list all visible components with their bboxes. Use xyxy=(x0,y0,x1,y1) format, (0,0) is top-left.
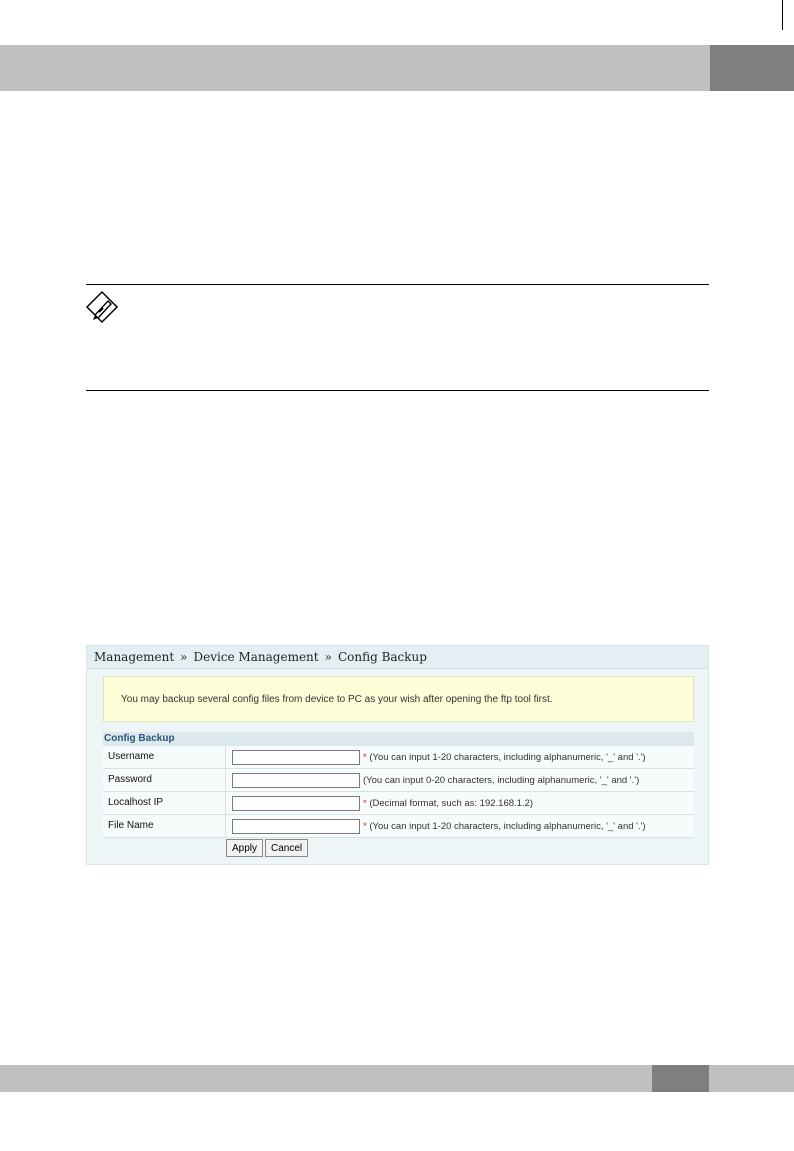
pencil-note-icon xyxy=(84,289,120,325)
form-row-file-name xyxy=(103,815,694,838)
required-marker: * xyxy=(363,820,367,832)
breadcrumb-item-management: Management xyxy=(94,650,175,664)
password-input[interactable] xyxy=(232,773,360,788)
localhost-ip-hint xyxy=(363,798,533,809)
form-buttons xyxy=(226,839,310,857)
page-footer-band xyxy=(0,1065,794,1092)
section-title: Config Backup xyxy=(103,732,694,746)
username-hint-text: (You can input 1-20 characters, including alphanumeric, '_' and '.') xyxy=(369,751,646,763)
username-hint xyxy=(363,752,646,763)
form-row-password xyxy=(103,769,694,792)
file-name-hint-text: (You can input 1-20 characters, including alphanumeric, '_' and '.') xyxy=(369,820,646,832)
page-footer-tab xyxy=(652,1065,709,1092)
form-row-username xyxy=(103,746,694,769)
password-hint-text: (You can input 0-20 characters, including alphanumeric, '_' and '.') xyxy=(363,774,640,786)
username-input[interactable] xyxy=(232,750,360,765)
localhost-ip-input[interactable] xyxy=(232,796,360,811)
breadcrumb-separator: » xyxy=(324,650,332,664)
page-header-tab xyxy=(710,45,794,91)
username-label: Username xyxy=(103,746,226,768)
localhost-ip-label: Localhost IP xyxy=(103,792,226,814)
crop-mark xyxy=(782,0,783,30)
note-bottom-rule xyxy=(86,390,709,391)
required-marker: * xyxy=(363,751,367,763)
breadcrumb xyxy=(87,646,708,669)
config-backup-panel xyxy=(86,645,709,865)
cancel-button[interactable]: Cancel xyxy=(265,839,308,857)
page-header-band xyxy=(0,45,794,91)
localhost-ip-hint-text: (Decimal format, such as: 192.168.1.2) xyxy=(369,797,534,809)
file-name-input[interactable] xyxy=(232,819,360,834)
config-backup-form xyxy=(103,746,694,838)
info-message-box xyxy=(103,676,694,722)
file-name-label: File Name xyxy=(103,815,226,837)
file-name-hint xyxy=(363,821,646,832)
info-message-text: You may backup several config files from device to PC as your wish after opening the ftp tool first. xyxy=(121,694,553,705)
form-row-localhost-ip xyxy=(103,792,694,815)
password-label: Password xyxy=(103,769,226,791)
breadcrumb-item-device-management: Device Management xyxy=(193,650,319,664)
note-top-rule xyxy=(86,284,709,285)
apply-button[interactable]: Apply xyxy=(226,839,263,857)
required-marker: * xyxy=(363,797,367,809)
breadcrumb-separator: » xyxy=(180,650,188,664)
password-hint xyxy=(363,775,639,786)
breadcrumb-item-config-backup: Config Backup xyxy=(337,650,427,664)
